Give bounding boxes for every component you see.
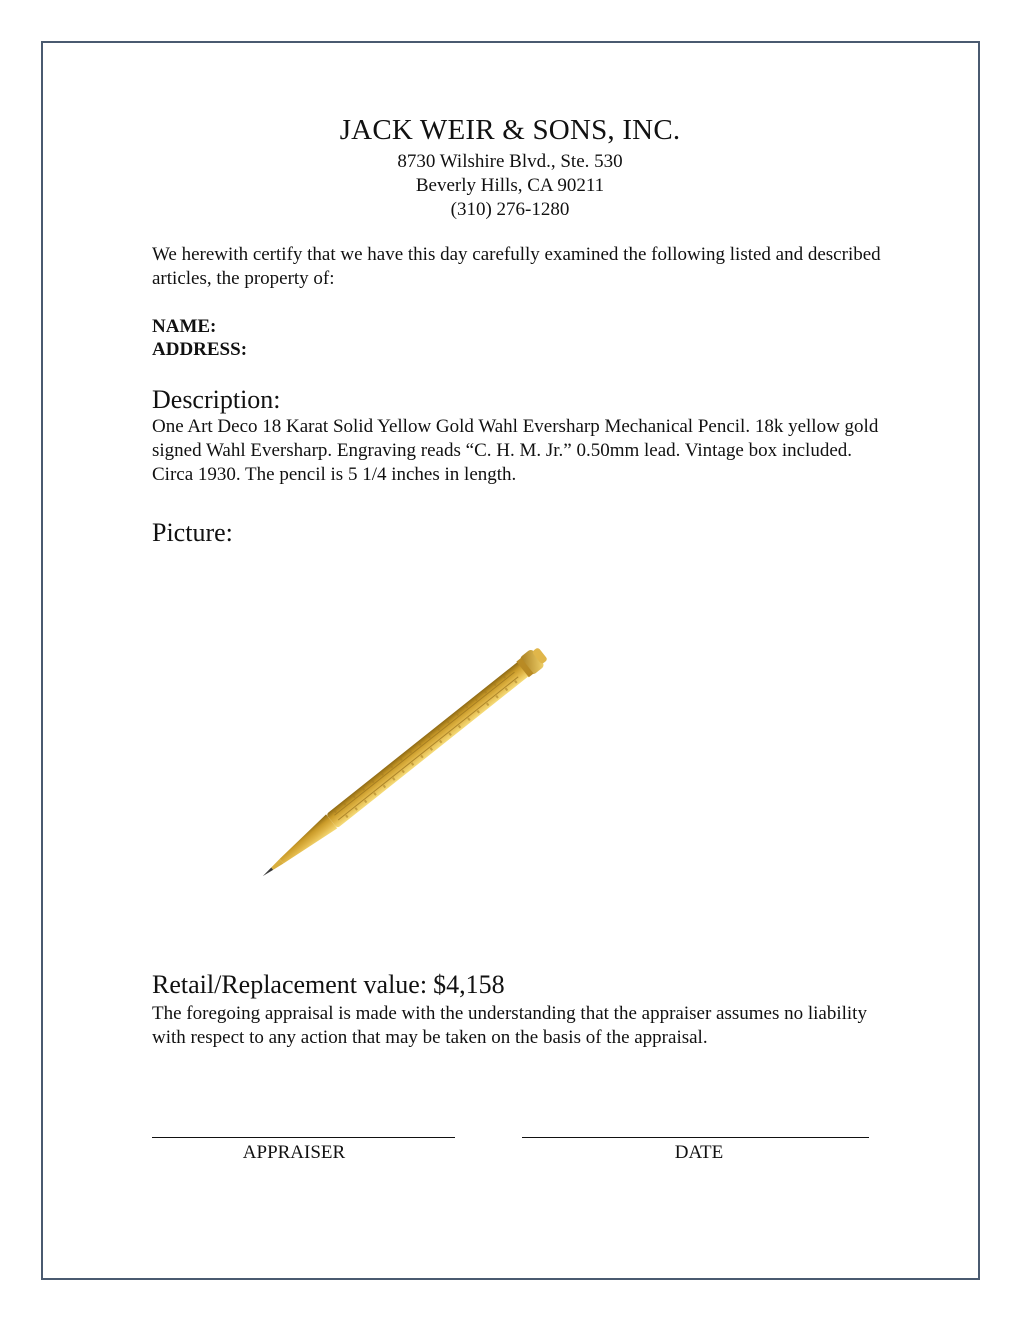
certification-intro: We herewith certify that we have this day carefully examined the following listed and described articles, the property of: [152,244,881,289]
valuation-heading [152,970,505,1000]
company-address-line1: 8730 Wilshire Blvd., Ste. 530 [397,151,623,172]
valuation-disclaimer: The foregoing appraisal is made with the understanding that the appraiser assumes no liability with respect to any action that may be taken on the basis of the appraisal. [152,1003,867,1048]
pencil-photo [150,560,570,960]
valuation-amount: $4,158 [433,970,505,999]
address-label: ADDRESS: [152,339,248,360]
valuation-label: Retail/Replacement value: [152,970,428,999]
date-signature-line [522,1137,869,1138]
company-name: JACK WEIR & SONS, INC. [339,114,681,146]
description-heading: Description: [152,385,281,414]
picture-heading: Picture: [152,518,233,547]
company-address-line2: Beverly Hills, CA 90211 [415,175,605,196]
appraiser-label: APPRAISER [242,1142,346,1163]
company-phone: (310) 276-1280 [450,199,570,220]
appraiser-signature-line [152,1137,455,1138]
name-label: NAME: [152,316,217,337]
description-text: One Art Deco 18 Karat Solid Yellow Gold Wahl Eversharp Mechanical Pencil. 18k yellow gold signed Wahl Eversharp. Engraving reads “C. H. M. Jr.” 0.50mm lead. Vintage box included. Circa 1930. The pencil is 5 1/4 inches in length. [152,416,879,485]
date-label: DATE [674,1142,724,1163]
